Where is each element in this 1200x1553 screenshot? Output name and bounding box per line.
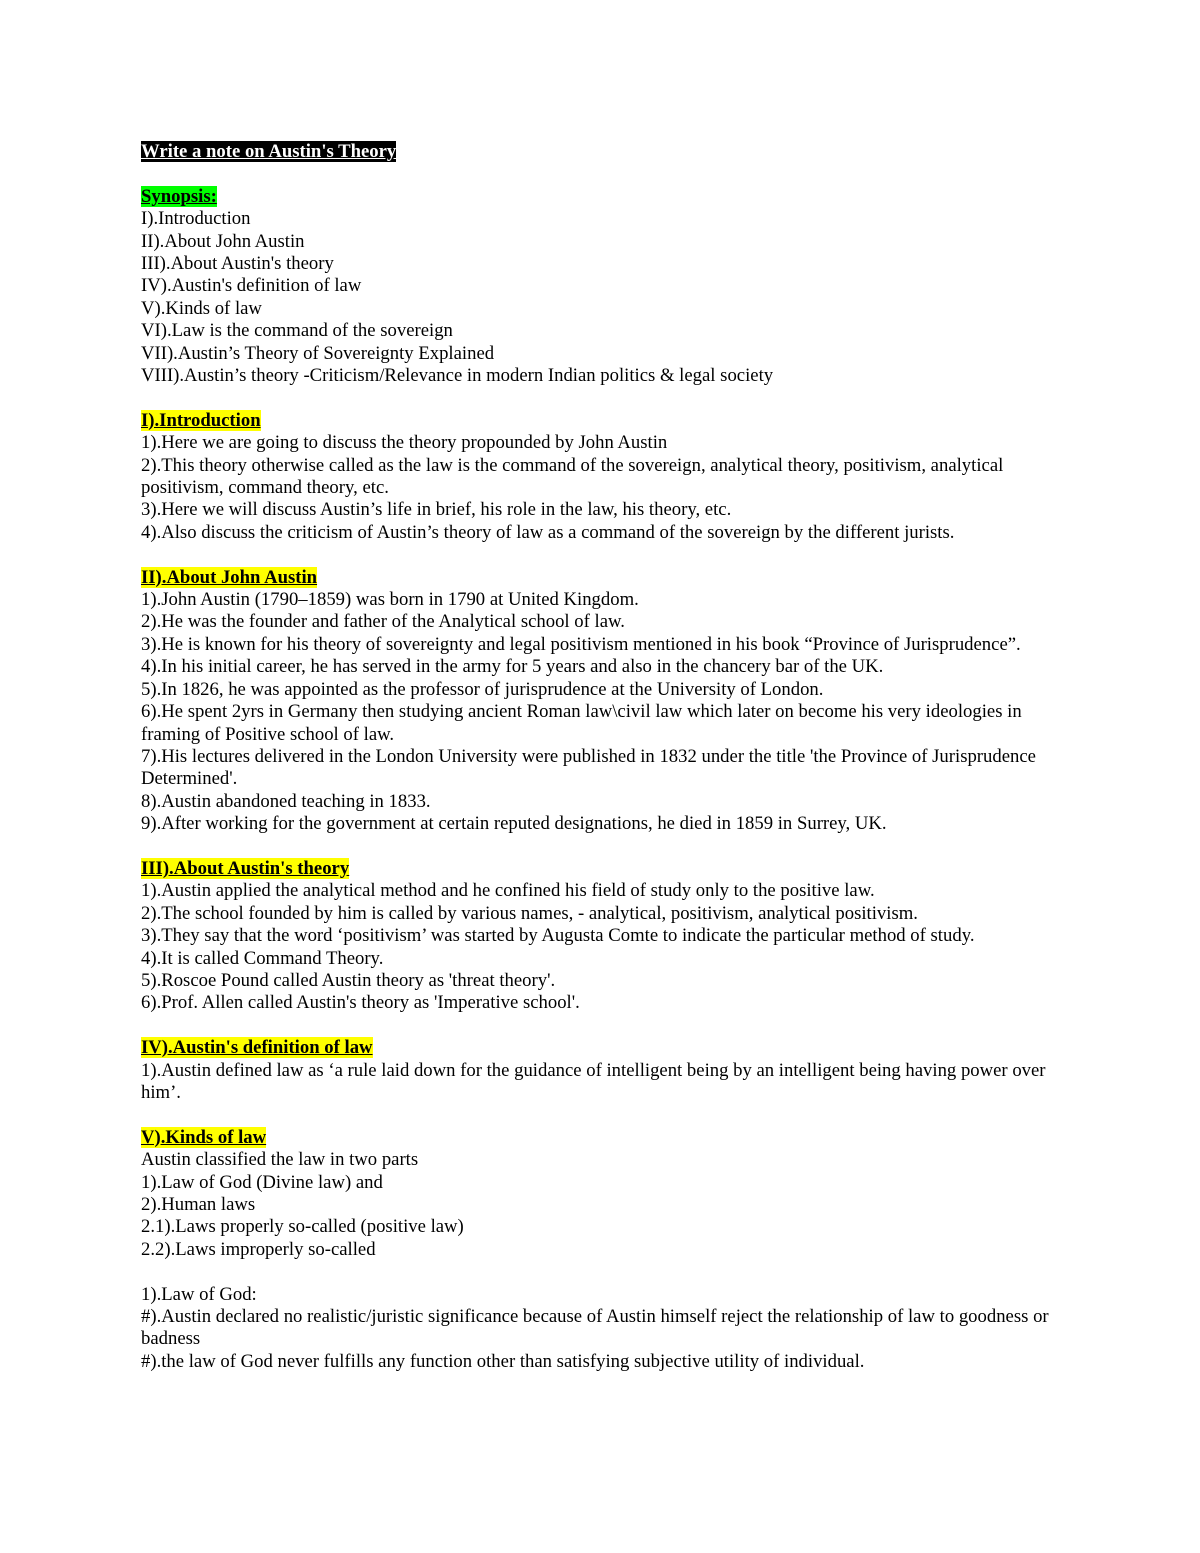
synopsis-item: IV).Austin's definition of law: [141, 275, 362, 297]
section-heading: V).Kinds of law: [141, 1126, 267, 1148]
about-john-austin-section: [141, 567, 1061, 836]
paragraph: #).Austin declared no realistic/juristic significance because of Austin himself reject the relationship of law to goodness or badness: [141, 1306, 1049, 1350]
paragraph: 3).He is known for his theory of sovereignty and legal positivism mentioned in his book “Province of Jurisprudence”.: [141, 633, 1021, 655]
spacer: [141, 544, 1061, 566]
paragraph: 9).After working for the government at certain reputed designations, he died in 1859 in Surrey, UK.: [141, 813, 887, 835]
paragraph: 2).The school founded by him is called by various names, - analytical, positivism, analytical positivism.: [141, 902, 918, 924]
about-austins-theory-section: [141, 858, 1061, 1015]
synopsis-item: II).About John Austin: [141, 230, 305, 252]
synopsis-section: [141, 186, 1061, 388]
paragraph: 2).He was the founder and father of the Analytical school of law.: [141, 611, 625, 633]
spacer: [141, 1261, 1061, 1283]
spacer: [141, 1104, 1061, 1126]
kinds-of-law-section: [141, 1127, 1061, 1261]
paragraph: 2.1).Laws properly so-called (positive law): [141, 1216, 464, 1238]
paragraph: 5).Roscoe Pound called Austin theory as 'threat theory'.: [141, 969, 556, 991]
synopsis-item: VIII).Austin’s theory -Criticism/Relevance in modern Indian politics & legal society: [141, 365, 774, 387]
paragraph: 5).In 1826, he was appointed as the professor of jurisprudence at the University of London.: [141, 678, 824, 700]
spacer: [141, 1015, 1061, 1037]
section-heading: II).About John Austin: [141, 566, 318, 588]
document-body: [141, 141, 1061, 1373]
paragraph: Austin classified the law in two parts: [141, 1149, 419, 1171]
paragraph: 4).Also discuss the criticism of Austin’s theory of law as a command of the sovereign by the different jurists.: [141, 521, 955, 543]
paragraph: 6).Prof. Allen called Austin's theory as 'Imperative school'.: [141, 992, 580, 1014]
paragraph: 1).Here we are going to discuss the theory propounded by John Austin: [141, 432, 668, 454]
spacer: [141, 387, 1061, 409]
paragraph: 1).John Austin (1790–1859) was born in 1790 at United Kingdom.: [141, 589, 639, 611]
definition-of-law-section: [141, 1037, 1061, 1104]
paragraph: #).the law of God never fulfills any function other than satisfying subjective utility of individual.: [141, 1350, 865, 1372]
synopsis-item: VI).Law is the command of the sovereign: [141, 320, 453, 342]
paragraph: 1).Austin defined law as ‘a rule laid down for the guidance of intelligent being by an intelligent being having power over him’.: [141, 1059, 1046, 1103]
synopsis-item: I).Introduction: [141, 208, 251, 230]
synopsis-heading: Synopsis:: [141, 185, 217, 207]
paragraph: 1).Law of God (Divine law) and: [141, 1171, 383, 1193]
spacer: [141, 163, 1061, 185]
paragraph: 3).Here we will discuss Austin’s life in brief, his role in the law, his theory, etc.: [141, 499, 732, 521]
section-heading: I).Introduction: [141, 409, 261, 431]
title-line: [141, 141, 1061, 163]
section-heading: IV).Austin's definition of law: [141, 1037, 373, 1059]
subheading: 1).Law of God:: [141, 1283, 257, 1305]
document-title: Write a note on Austin's Theory: [141, 141, 397, 162]
paragraph: 8).Austin abandoned teaching in 1833.: [141, 790, 431, 812]
synopsis-item: VII).Austin’s Theory of Sovereignty Explained: [141, 342, 495, 364]
paragraph: 2.2).Laws improperly so-called: [141, 1238, 376, 1260]
section-heading: III).About Austin's theory: [141, 857, 350, 879]
spacer: [141, 836, 1061, 858]
paragraph: 2).Human laws: [141, 1194, 256, 1215]
law-of-god-section: [141, 1284, 1061, 1374]
paragraph: 4).It is called Command Theory.: [141, 947, 384, 969]
paragraph: 3).They say that the word ‘positivism’ was started by Augusta Comte to indicate the particular method of study.: [141, 925, 975, 947]
paragraph: 6).He spent 2yrs in Germany then studying ancient Roman law\civil law which later on become his very ideologies in framing of Positive school of law.: [141, 701, 1022, 745]
paragraph: 7).His lectures delivered in the London University were published in 1832 under the title 'the Province of Jurisprudence Determined'.: [141, 745, 1036, 790]
paragraph: 2).This theory otherwise called as the law is the command of the sovereign, analytical theory, positivism, analytical positivism, command theory, etc.: [141, 454, 1004, 499]
paragraph: 4).In his initial career, he has served in the army for 5 years and also in the chancery bar of the UK.: [141, 656, 884, 678]
paragraph: 1).Austin applied the analytical method and he confined his field of study only to the positive law.: [141, 880, 875, 902]
synopsis-item: III).About Austin's theory: [141, 253, 334, 275]
synopsis-item: V).Kinds of law: [141, 297, 262, 319]
introduction-section: [141, 410, 1061, 544]
